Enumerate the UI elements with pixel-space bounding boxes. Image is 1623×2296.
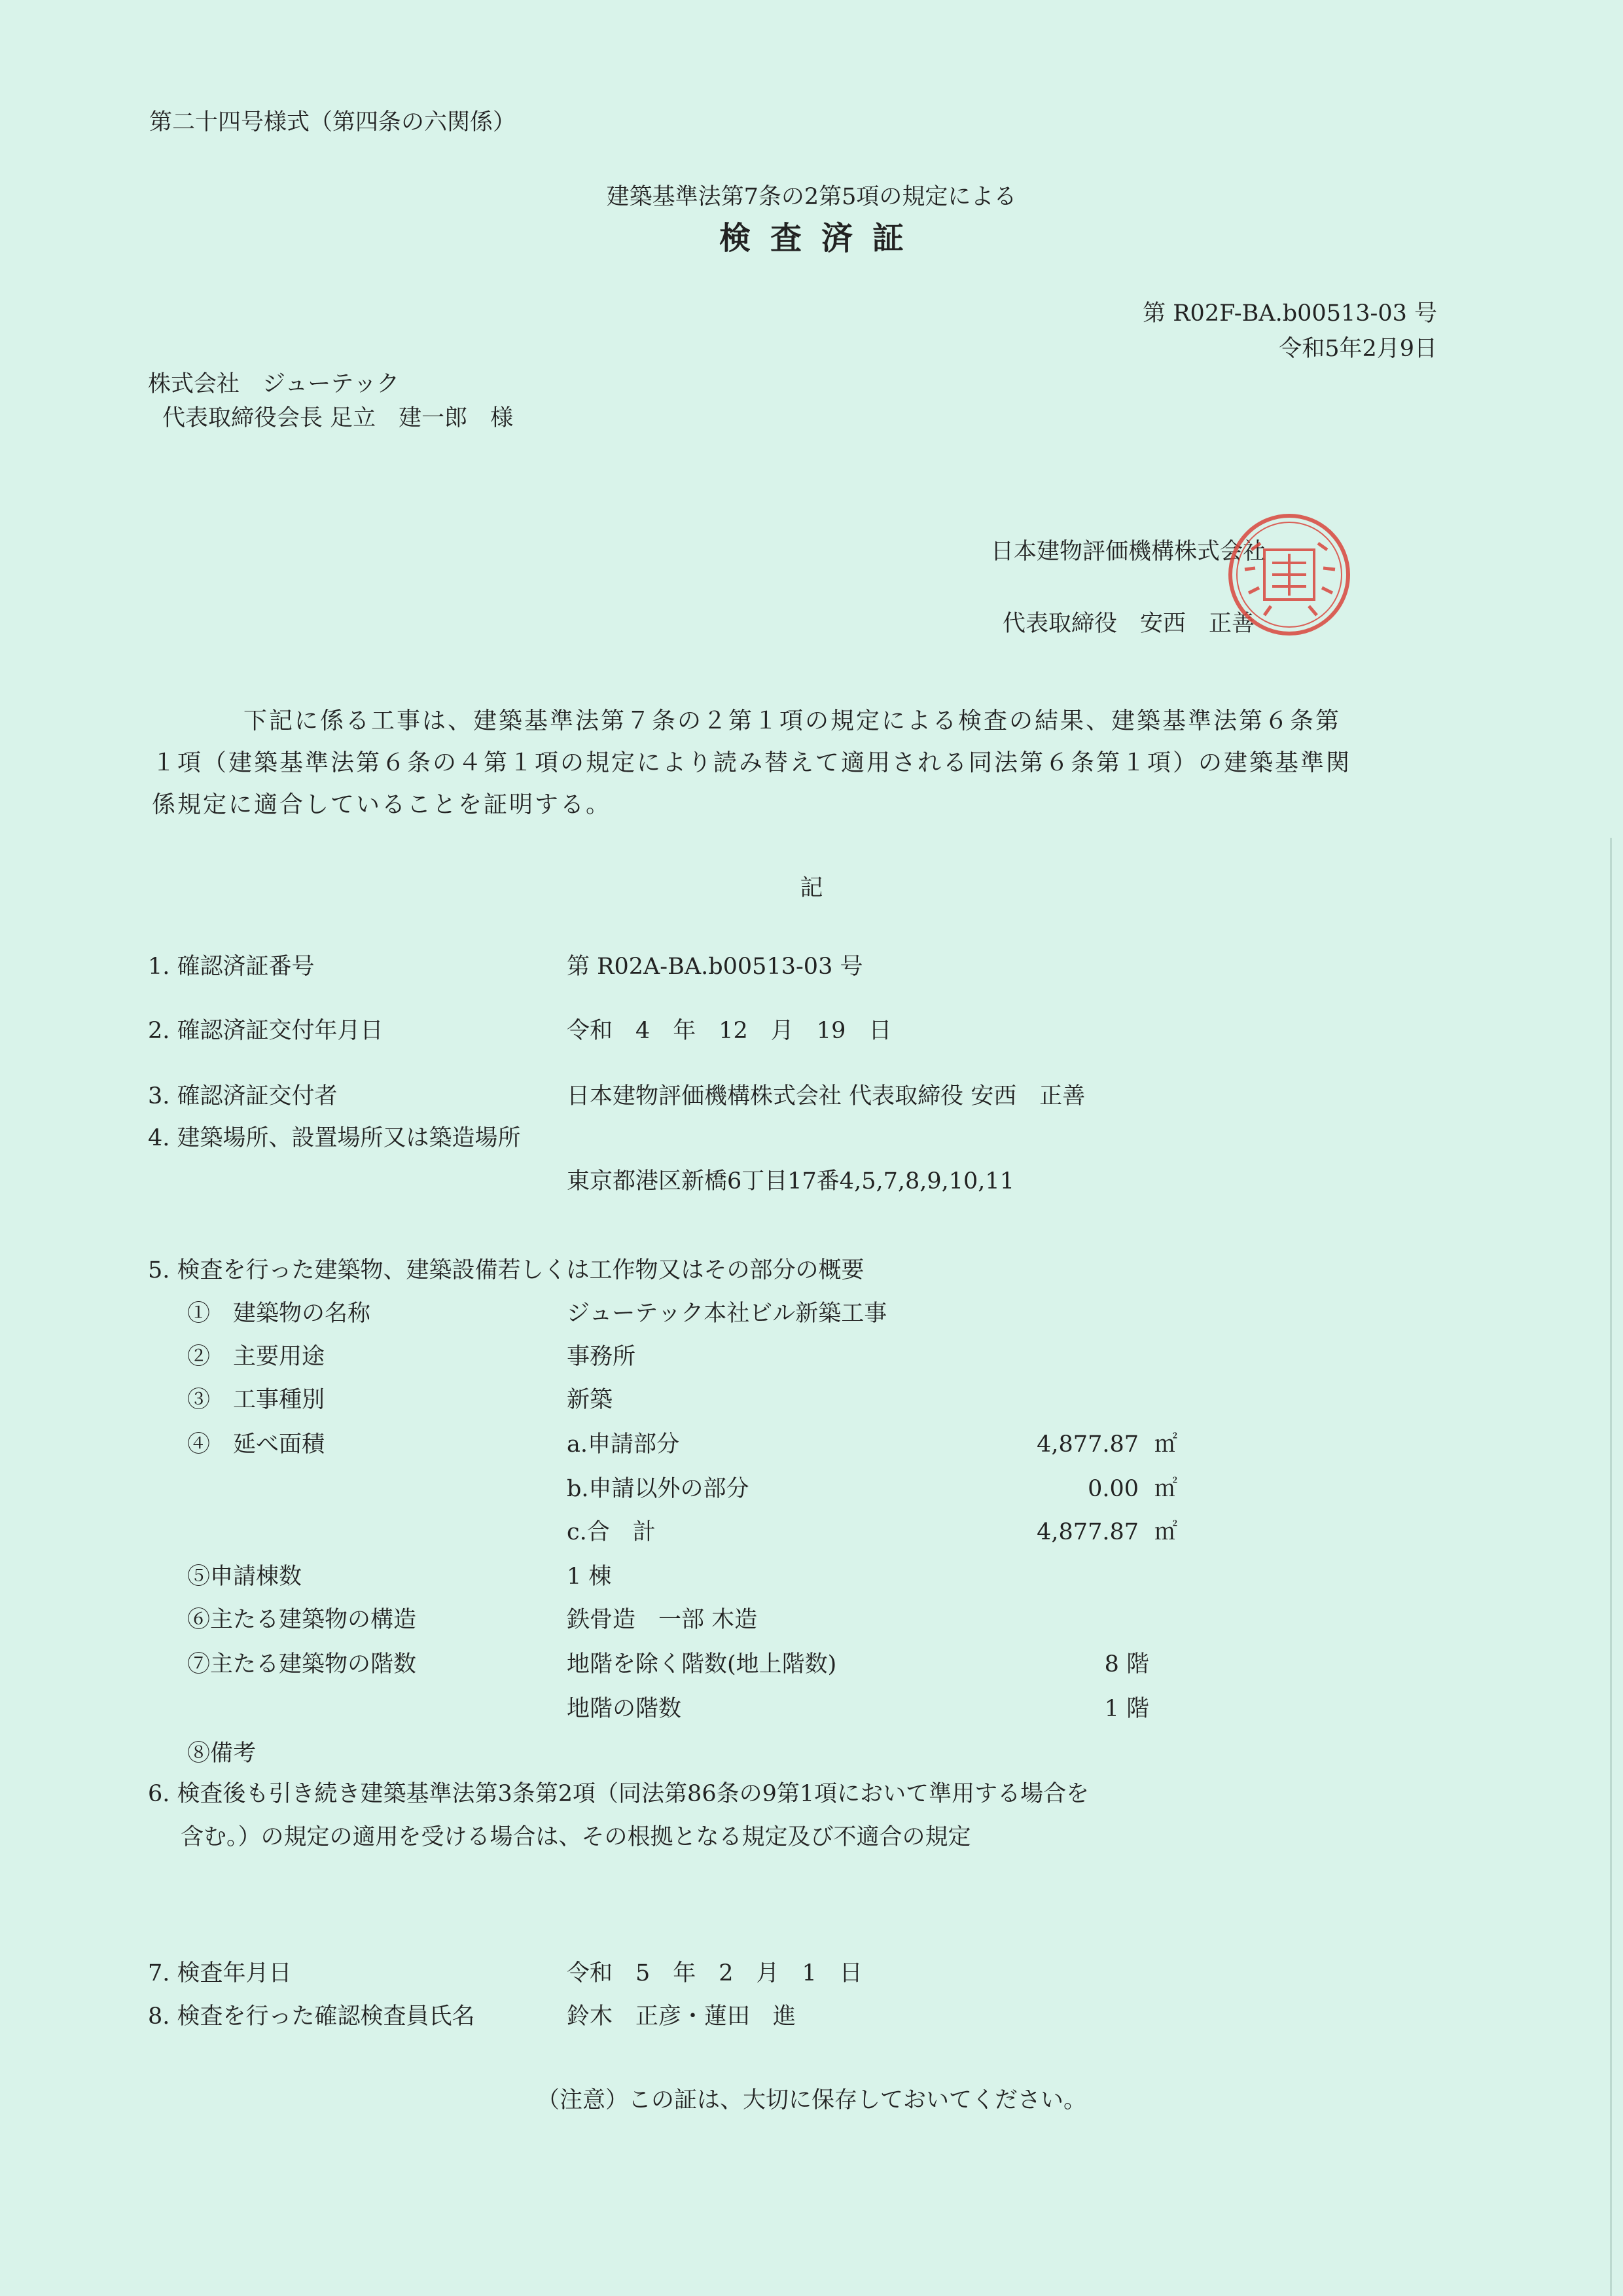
ki-heading: 記 [800, 875, 823, 901]
work-type-value: 新築 [567, 1387, 613, 1413]
floor-area-a-label: a.申請部分 [567, 1431, 679, 1458]
floor-area-b-label: b.申請以外の部分 [567, 1476, 749, 1502]
company-seal-icon [1225, 511, 1353, 639]
issuer-company: 日本建物評価機構株式会社 [991, 539, 1266, 565]
floor-area-b-unit: ㎡ [1154, 1476, 1178, 1502]
remarks-label: ⑧備考 [187, 1740, 257, 1767]
certification-statement-text: 下記に係る工事は、建築基準法第７条の２第１項の規定による検査の結果、建築基準法第６条第１項（建築基準法第６条の４第１項の規定により読み替えて適用される同法第６条第１項）の建築基準関係規定に適合していることを証明する。 [152, 708, 1352, 818]
work-type-label: ③ 工事種別 [187, 1387, 325, 1413]
form-id: 第二十四号様式（第四条の六関係） [149, 109, 516, 135]
issue-date: 令和5年2月9日 [1279, 336, 1437, 362]
item-8-label: 8. 検査を行った確認検査員氏名 [148, 2003, 475, 2030]
item-7-label: 7. 検査年月日 [148, 1960, 292, 1986]
item-4-value: 東京都港区新橋6丁目17番4,5,7,8,9,10,11 [567, 1168, 1014, 1194]
storage-note: （注意）この証は、大切に保存しておいてください。 [536, 2087, 1086, 2113]
floor-area-total-label: c.合 計 [567, 1519, 656, 1545]
floors-below-label: 地階の階数 [567, 1696, 682, 1722]
structure-value: 鉄骨造 一部 木造 [567, 1607, 758, 1633]
item-4-label: 4. 建築場所、設置場所又は築造場所 [148, 1125, 521, 1151]
certificate-number: 第 R02F-BA.b00513-03 号 [1143, 300, 1437, 327]
document-title: 検査済証 [719, 220, 923, 257]
issuer-representative: 代表取締役 安西 正善 [1003, 611, 1255, 637]
floors-above-value: 8 階 [1104, 1651, 1149, 1677]
item-3-label: 3. 確認済証交付者 [148, 1083, 338, 1109]
item-1-label: 1. 確認済証番号 [148, 954, 315, 980]
recipient-company: 株式会社 ジューテック [148, 371, 400, 397]
floor-area-label: ④ 延べ面積 [187, 1431, 325, 1458]
building-count-label: ⑤申請棟数 [187, 1564, 302, 1590]
building-name-label: ① 建築物の名称 [187, 1300, 371, 1327]
main-use-label: ② 主要用途 [187, 1344, 325, 1370]
main-use-value: 事務所 [567, 1344, 636, 1370]
item-6-line-2: 含む。）の規定の適用を受ける場合は、その根拠となる規定及び不適合の規定 [181, 1824, 971, 1850]
item-1-value: 第 R02A-BA.b00513-03 号 [567, 954, 863, 980]
item-8-value: 鈴木 正彦・蓮田 進 [567, 2003, 796, 2030]
certification-statement [152, 700, 1356, 826]
item-2-label: 2. 確認済証交付年月日 [148, 1018, 383, 1044]
floor-area-a-unit: ㎡ [1154, 1431, 1178, 1458]
floors-label: ⑦主たる建築物の階数 [187, 1651, 417, 1677]
page-edge-line [1610, 838, 1612, 2296]
item-7-value: 令和 5 年 2 月 1 日 [567, 1960, 863, 1986]
floors-above-label: 地階を除く階数(地上階数) [567, 1651, 837, 1677]
floor-area-total-value: 4,877.87 [1037, 1519, 1139, 1545]
floor-area-b-value: 0.00 [1088, 1476, 1139, 1502]
floor-area-total-unit: ㎡ [1154, 1519, 1178, 1545]
item-3-value: 日本建物評価機構株式会社 代表取締役 安西 正善 [567, 1083, 1086, 1109]
item-2-value: 令和 4 年 12 月 19 日 [567, 1018, 892, 1044]
floor-area-a-value: 4,877.87 [1037, 1431, 1139, 1458]
recipient-person: 代表取締役会長 足立 建一郎 様 [162, 405, 514, 431]
floors-below-value: 1 階 [1104, 1696, 1149, 1722]
item-5-label: 5. 検査を行った建築物、建築設備若しくは工作物又はその部分の概要 [148, 1257, 865, 1283]
legal-basis: 建築基準法第7条の2第5項の規定による [606, 184, 1017, 210]
building-count-value: 1 棟 [567, 1564, 612, 1590]
building-name-value: ジューテック本社ビル新築工事 [567, 1300, 887, 1327]
item-6-line-1: 6. 検査後も引き続き建築基準法第3条第2項（同法第86条の9第1項において準用する場合を [148, 1781, 1090, 1807]
structure-label: ⑥主たる建築物の構造 [187, 1607, 417, 1633]
